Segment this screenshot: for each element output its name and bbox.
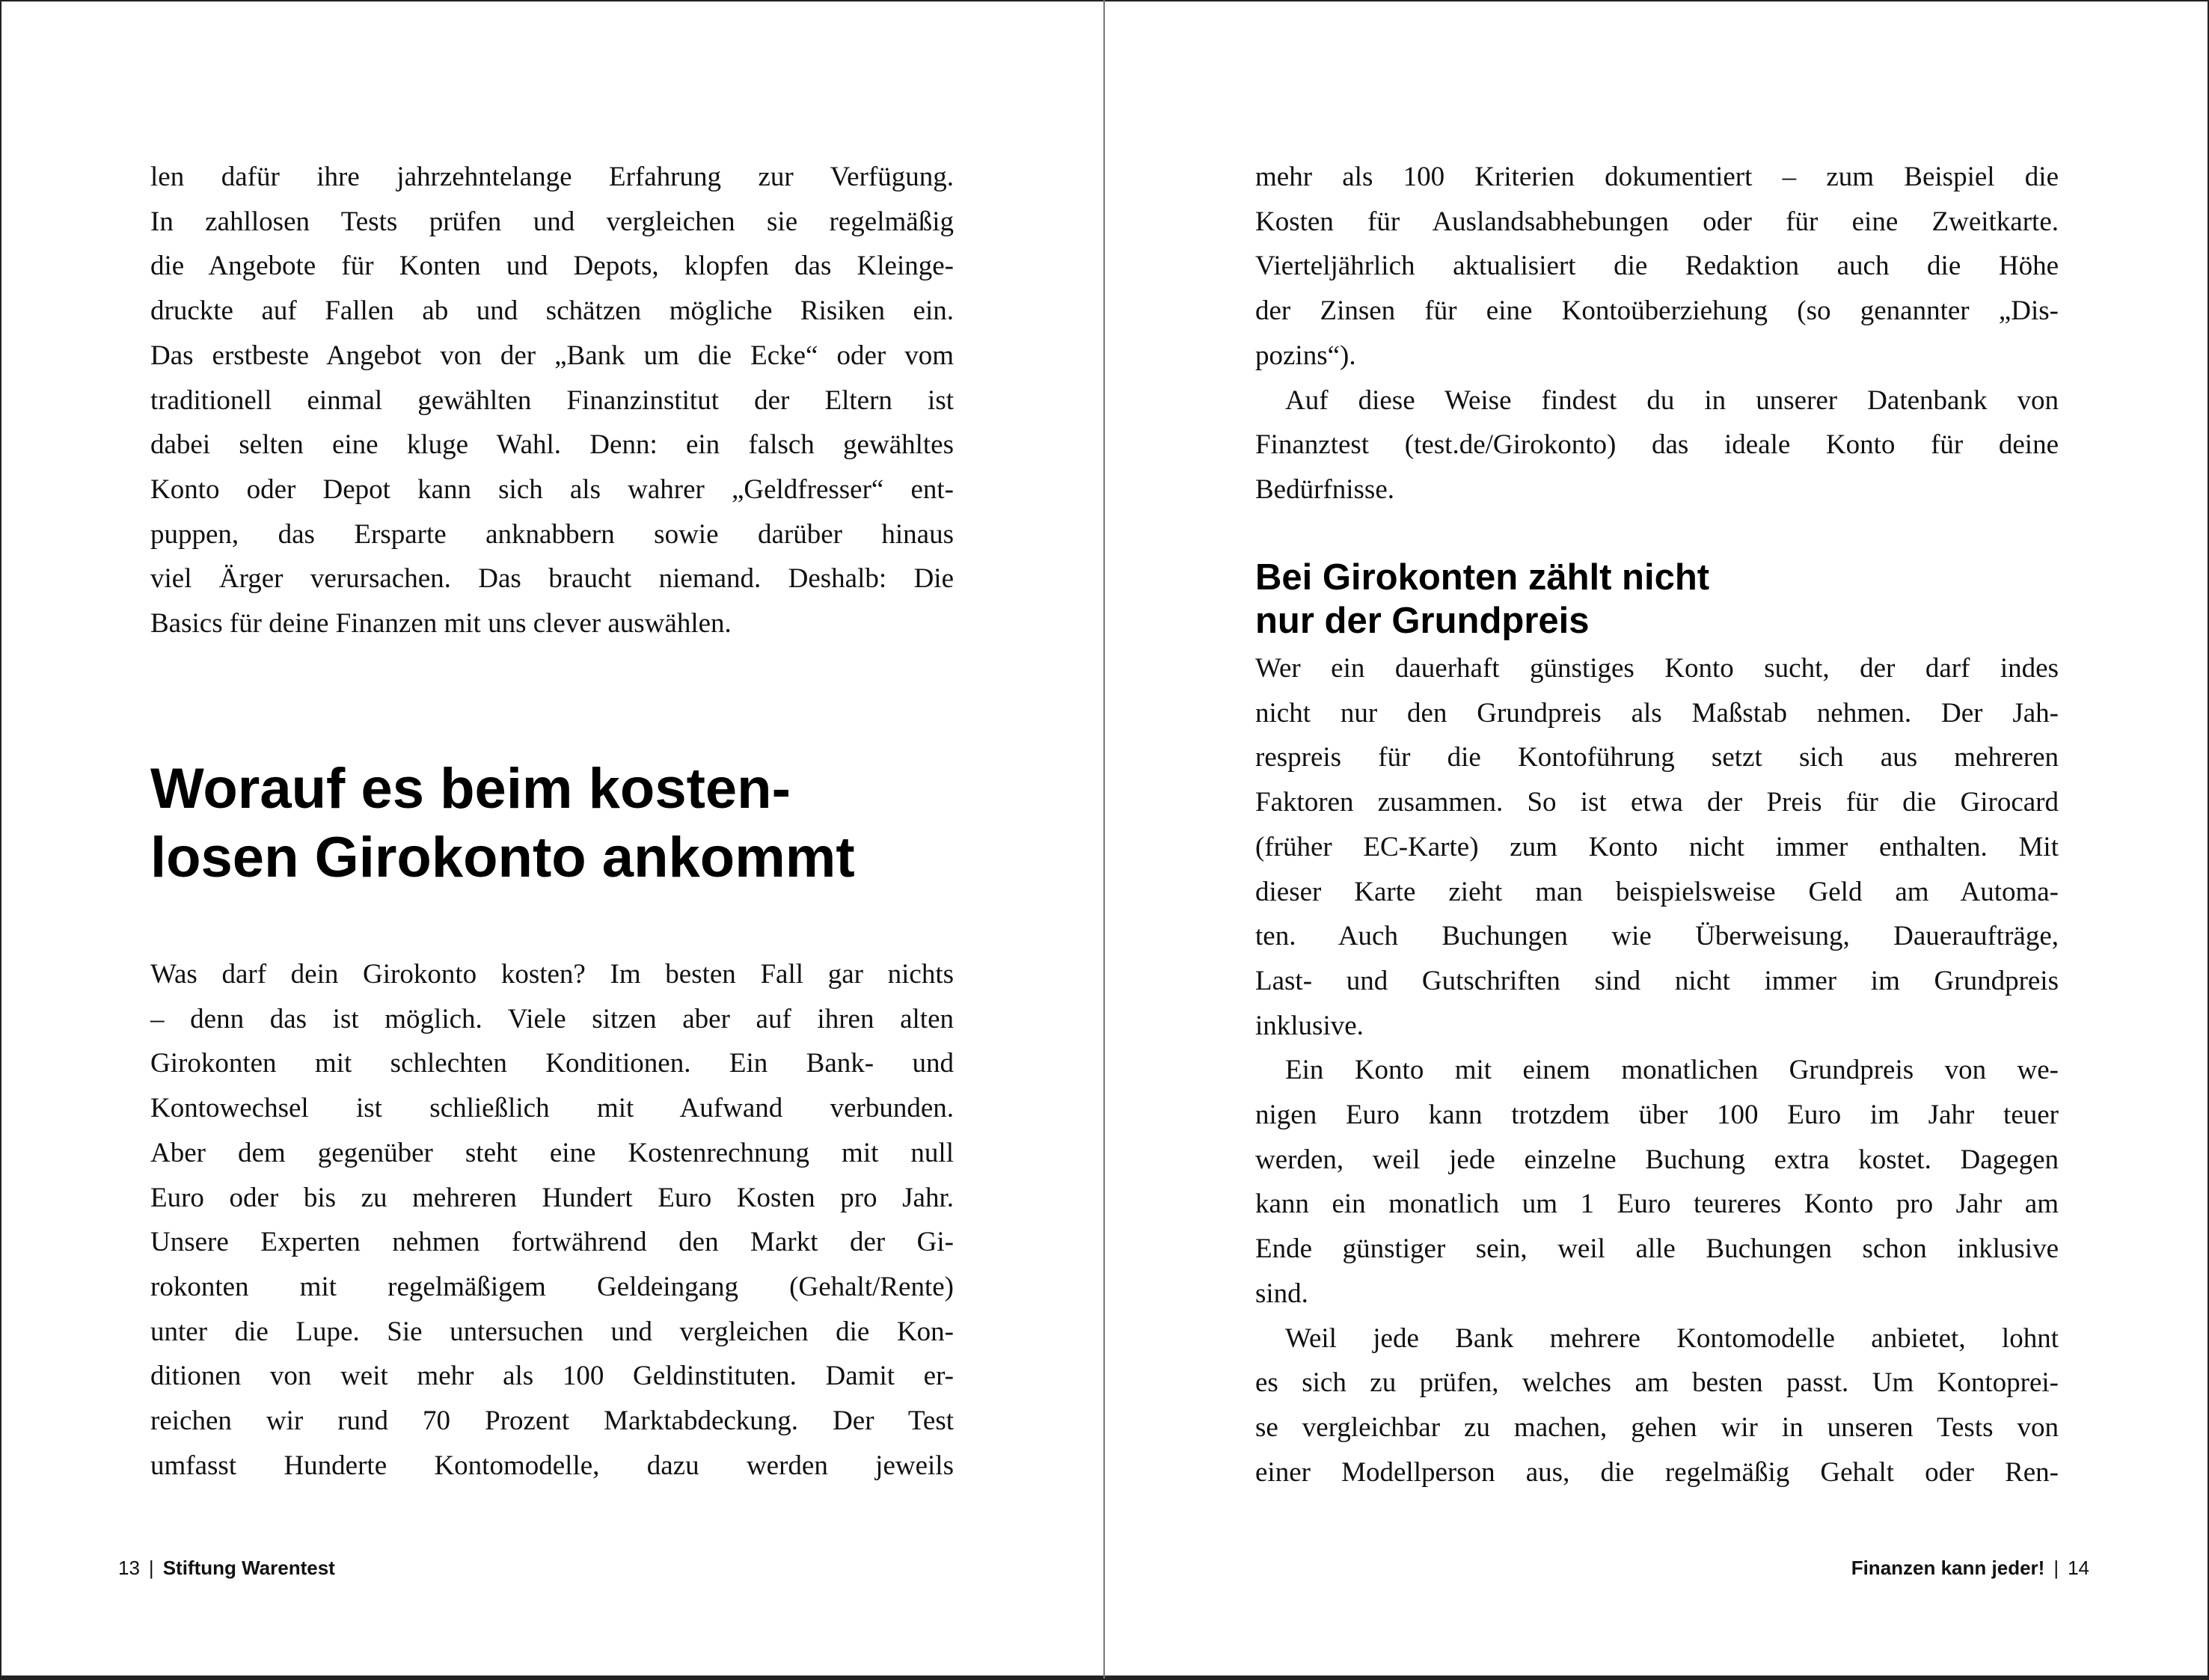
text-line: se vergleichbar zu machen, gehen wir in unseren Tests von (1255, 1411, 2059, 1443)
page-number: 14 (2068, 1557, 2089, 1579)
text-line: Kosten für Auslandsabhebungen oder für eine Zweitkarte. (1255, 206, 2059, 237)
paragraph (150, 155, 954, 646)
paragraph (1255, 646, 2059, 1048)
text-line: Bedürfnisse. (1255, 473, 1394, 505)
left-page-top-text (150, 155, 954, 646)
text-line: respreis für die Kontoführung setzt sich aus mehreren (1255, 742, 2059, 773)
text-line: umfasst Hunderte Kontomodelle, dazu werden jeweils (150, 1450, 954, 1481)
text-line: Aber dem gegenüber steht eine Kostenrechnung mit null (150, 1137, 954, 1168)
text-line: die Angebote für Konten und Depots, klopfen das Kleinge- (150, 251, 954, 282)
text-line: Ein Konto mit einem monatlichen Grundpreis von we- (1285, 1055, 2059, 1086)
subheading-line: Bei Girokonten zählt nicht (1255, 557, 1710, 598)
right-page-bottom-text (1255, 646, 2059, 1494)
text-line: Konto oder Depot kann sich als wahrer „Geldfresser“ ent- (150, 473, 954, 505)
paragraph (150, 952, 954, 1488)
text-line: dieser Karte zieht man beispielsweise Geld am Automa- (1255, 876, 2059, 907)
paragraph (1255, 1048, 2059, 1316)
text-line: reichen wir rund 70 Prozent Marktabdeckung. Der Test (150, 1405, 954, 1437)
text-line: Faktoren zusammen. So ist etwa der Preis für die Girocard (1255, 787, 2059, 818)
text-line: nicht nur den Grundpreis als Maßstab nehmen. Der Jah- (1255, 697, 2059, 729)
text-line: Was darf dein Girokonto kosten? Im besten Fall gar nichts (150, 959, 954, 990)
text-line: Wer ein dauerhaft günstiges Konto sucht, der darf indes (1255, 653, 2059, 684)
text-line: druckte auf Fallen ab und schätzen mögliche Risiken ein. (150, 295, 954, 327)
left-page-bottom-text (150, 952, 954, 1488)
text-line: der Zinsen für eine Kontoüberziehung (so genannter „Dis- (1255, 295, 2059, 327)
text-line: Auf diese Weise findest du in unserer Datenbank von (1285, 384, 2059, 416)
text-line: einer Modellperson aus, die regelmäßig Gehalt oder Ren- (1255, 1456, 2059, 1488)
footer-title: Stiftung Warentest (162, 1557, 335, 1579)
text-line: len dafür ihre jahrzehntelange Erfahrung zur Verfügung. (150, 162, 954, 192)
text-line: es sich zu prüfen, welches am besten passt. Um Kontoprei- (1255, 1367, 2059, 1399)
left-page-heading (150, 755, 855, 892)
text-line: puppen, das Ersparte anknabbern sowie darüber hinaus (150, 518, 954, 550)
page-number: 13 (118, 1557, 140, 1579)
text-line: rokonten mit regelmäßigem Geldeingang (Gehalt/Rente) (150, 1271, 954, 1302)
right-page-footer (1851, 1556, 2089, 1580)
heading-line: Worauf es beim kosten- (150, 757, 791, 821)
text-line: kann ein monatlich um 1 Euro teureres Konto pro Jahr am (1255, 1189, 2059, 1220)
text-line: unter die Lupe. Sie untersuchen und vergleichen die Kon- (150, 1316, 954, 1347)
text-line: werden, weil jede einzelne Buchung extra kostet. Dagegen (1255, 1144, 2059, 1175)
text-line: ten. Auch Buchungen wie Überweisung, Daueraufträge, (1255, 921, 2059, 952)
text-line: traditionell einmal gewählten Finanzinstitut der Eltern ist (150, 384, 954, 416)
text-line: – denn das ist möglich. Viele sitzen aber auf ihren alten (150, 1003, 954, 1034)
text-line: Finanztest (test.de/Girokonto) das ideale Konto für deine (1255, 429, 2059, 461)
subheading-line: nur der Grundpreis (1255, 601, 1590, 641)
text-line: dabei selten eine kluge Wahl. Denn: ein falsch gewähltes (150, 429, 954, 461)
text-line: ditionen von weit mehr als 100 Geldinstituten. Damit er- (150, 1361, 954, 1392)
text-line: In zahllosen Tests prüfen und vergleichen sie regelmäßig (150, 206, 954, 237)
text-line: Vierteljährlich aktualisiert die Redaktion auch die Höhe (1255, 251, 2059, 282)
text-line: Weil jede Bank mehrere Kontomodelle anbietet, lohnt (1285, 1322, 2059, 1354)
text-line: inklusive. (1255, 1010, 1364, 1041)
paragraph (1255, 378, 2059, 512)
text-line: viel Ärger verursachen. Das braucht niemand. Deshalb: Die (150, 563, 954, 595)
text-line: Unsere Experten nehmen fortwährend den Markt der Gi- (150, 1227, 954, 1258)
footer-title: Finanzen kann jeder! (1851, 1557, 2045, 1579)
left-page-footer (118, 1556, 335, 1580)
text-line: Das erstbeste Angebot von der „Bank um die Ecke“ oder vom (150, 340, 954, 371)
paragraph (1255, 1316, 2059, 1495)
heading-line: losen Girokonto ankommt (150, 826, 855, 889)
text-line: Basics für deine Finanzen mit uns clever auswählen. (150, 608, 732, 640)
text-line: sind. (1255, 1278, 1308, 1309)
text-line: Kontowechsel ist schließlich mit Aufwand verbunden. (150, 1093, 954, 1124)
text-line: Euro oder bis zu mehreren Hundert Euro Kosten pro Jahr. (150, 1182, 954, 1213)
right-page-top-text (1255, 155, 2059, 512)
text-line: mehr als 100 Kriterien dokumentiert – zum Beispiel die (1255, 162, 2059, 192)
text-line: Ende günstiger sein, weil alle Buchungen schon inklusive (1255, 1233, 2059, 1265)
text-line: Girokonten mit schlechten Konditionen. Ein Bank- und (150, 1048, 954, 1079)
book-spine-divider (1103, 0, 1105, 1679)
footer-separator: | (148, 1557, 154, 1579)
text-line: (früher EC-Karte) zum Konto nicht immer enthalten. Mit (1255, 831, 2059, 862)
footer-separator: | (2053, 1557, 2059, 1579)
paragraph (1255, 155, 2059, 378)
text-line: pozins“). (1255, 340, 1356, 371)
text-line: Last- und Gutschriften sind nicht immer im Grundpreis (1255, 965, 2059, 996)
right-page-subheading (1255, 556, 1709, 643)
text-line: nigen Euro kann trotzdem über 100 Euro im Jahr teuer (1255, 1100, 2059, 1131)
